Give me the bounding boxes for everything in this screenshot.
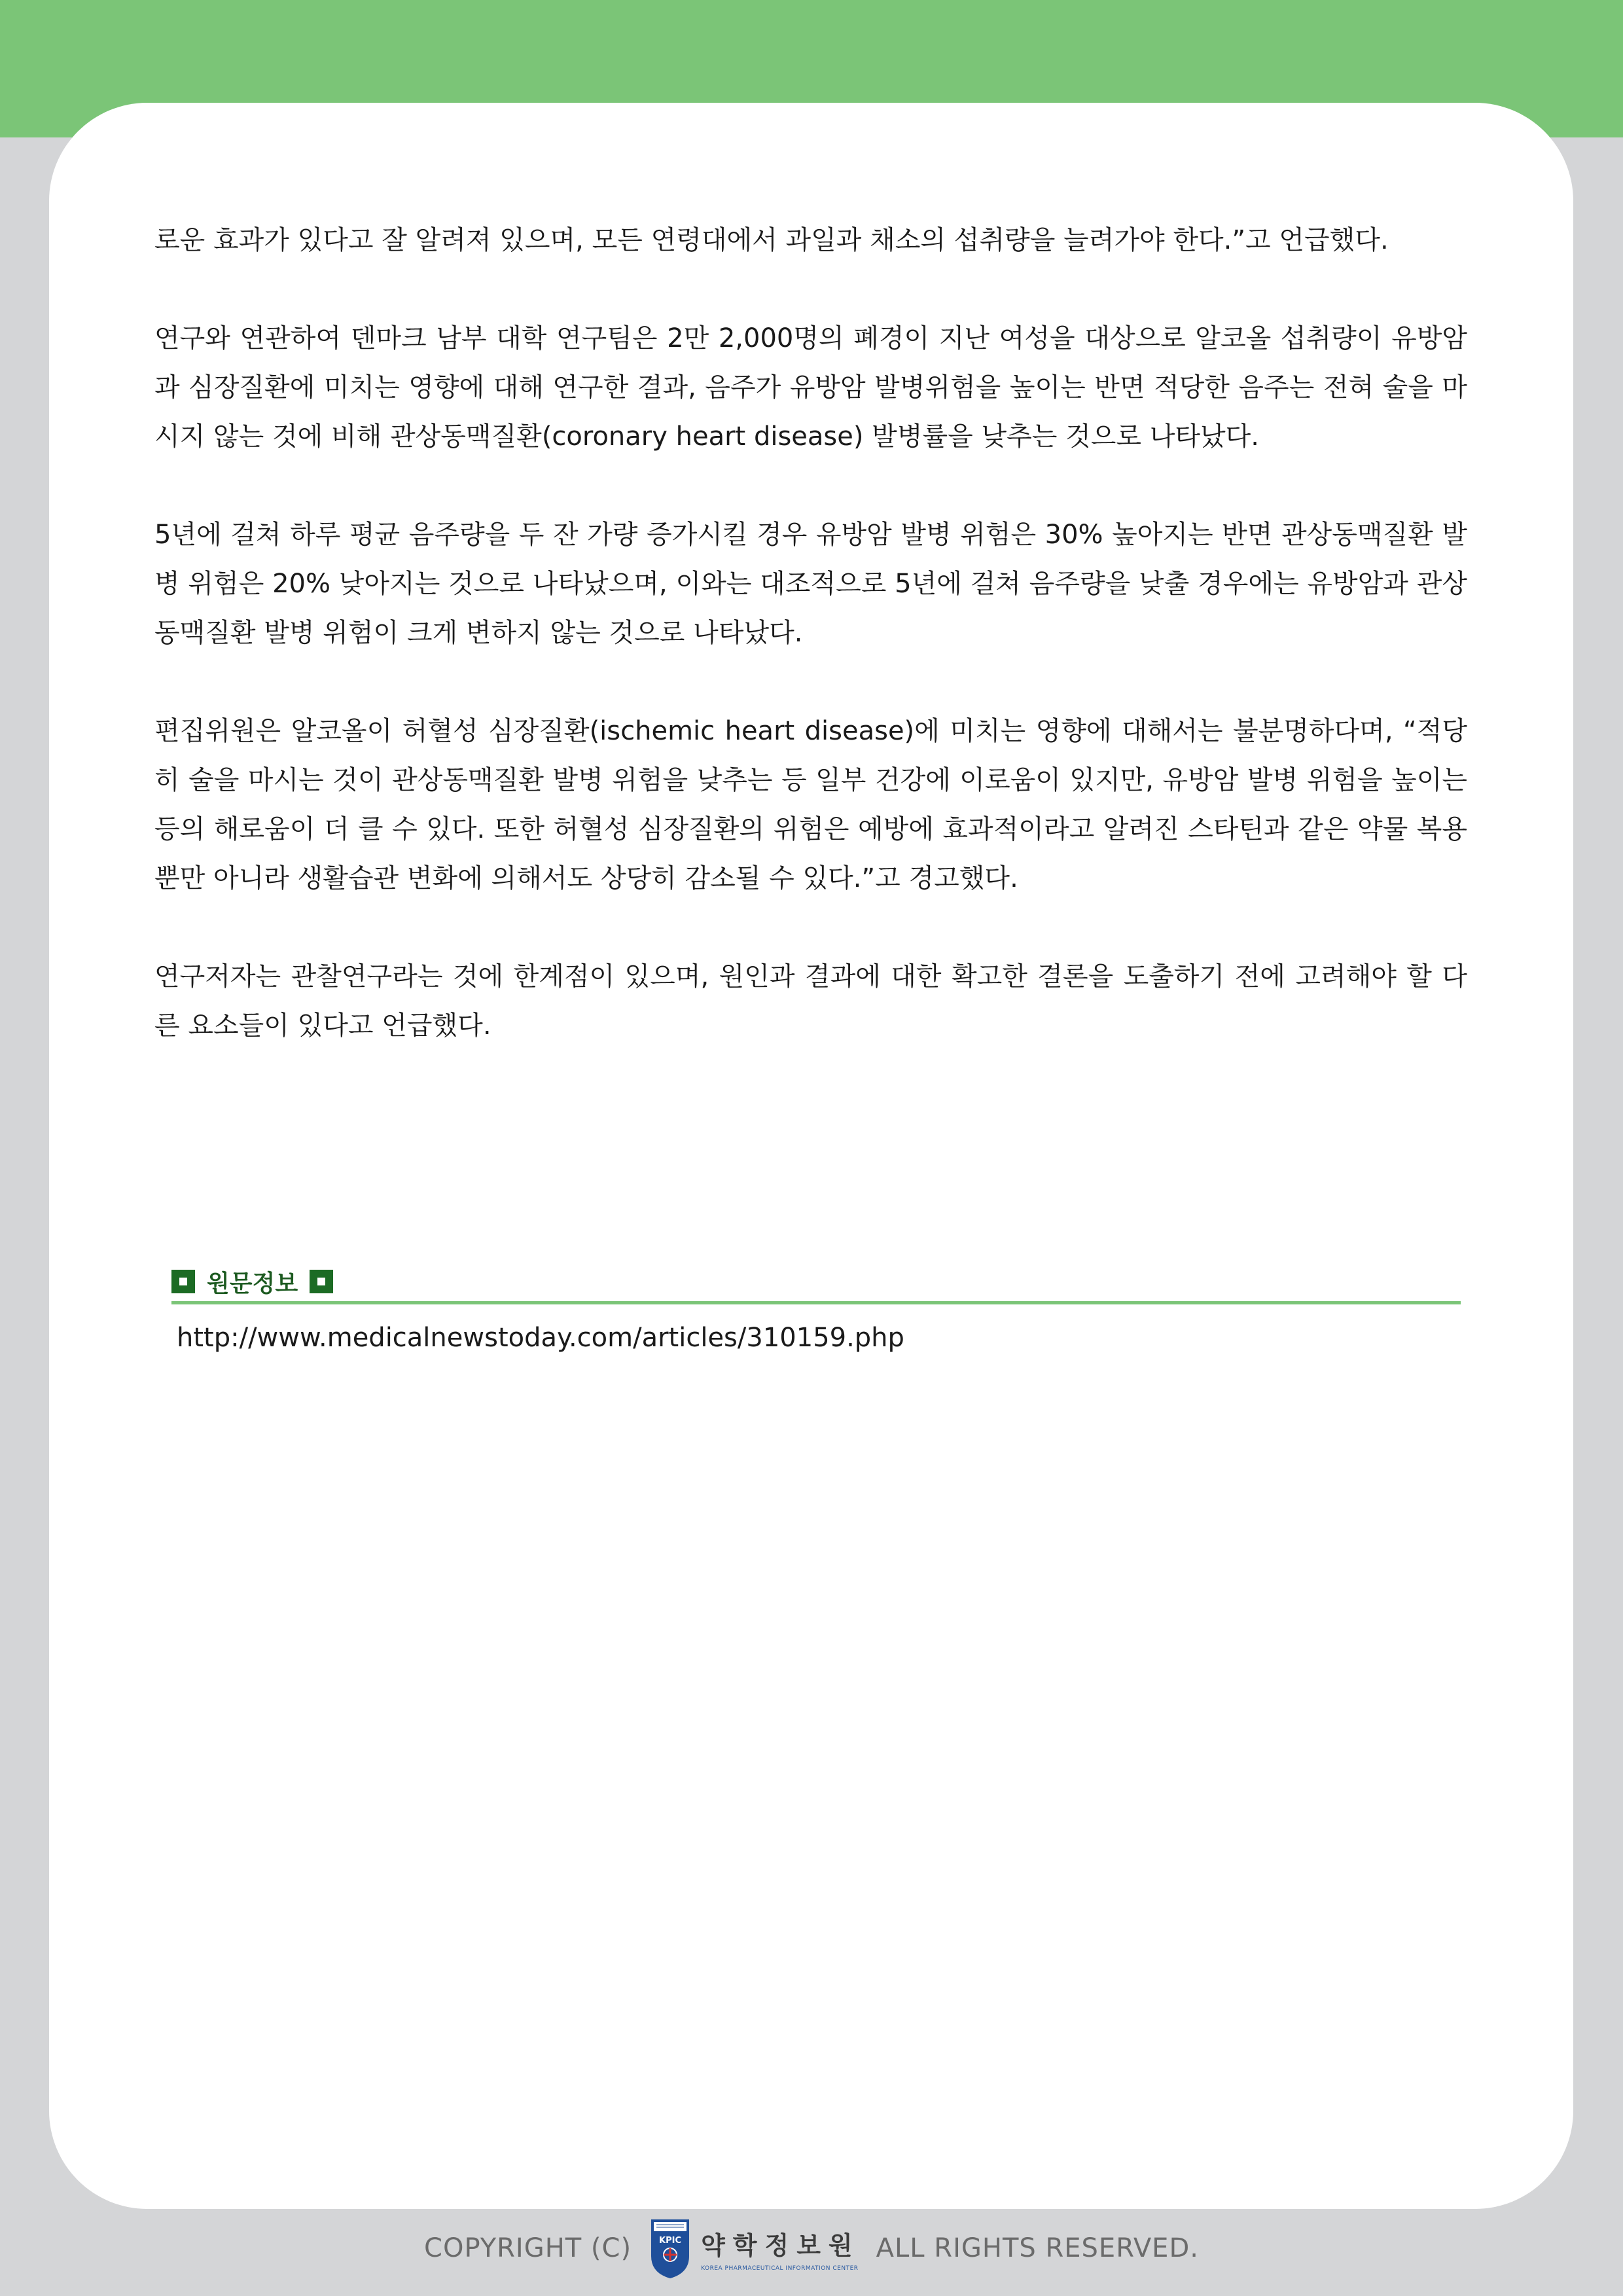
- square-bullet-icon: [171, 1270, 195, 1293]
- paragraph: 연구와 연관하여 덴마크 남부 대학 연구팀은 2만 2,000명의 폐경이 지난 여성을 대상으로 알코올 섭취량이 유방암과 심장질환에 미치는 영향에 대해 연구한 결과, 음주가 유방암 발병위험을 높이는 반면 적당한 음주는 전혀 술을 마시지 않는 것에 비해 관상동맥질환(coronary heart disease) 발병률을 낮추는 것으로 나타났다.: [154, 323, 1467, 452]
- kpic-logo: [647, 2215, 861, 2281]
- article-body: [154, 216, 1467, 1100]
- logo-badge-text: KPIC: [659, 2236, 682, 2246]
- org-name-english: KOREA PHARMACEUTICAL INFORMATION CENTER: [701, 2265, 859, 2272]
- footer: [0, 2215, 1623, 2281]
- source-info-section: [171, 1262, 1461, 1353]
- org-name-korean: 약학정보원: [701, 2231, 861, 2260]
- paragraph: 5년에 걸쳐 하루 평균 음주량을 두 잔 가량 증가시킬 경우 유방암 발병 위험은 30% 높아지는 반면 관상동맥질환 발병 위험은 20% 낮아지는 것으로 나타났으며, 이와는 대조적으로 5년에 걸쳐 음주량을 낮출 경우에는 유방암과 관상동맥질환 발병 위험이 크게 변하지 않는 것으로 나타났다.: [154, 520, 1467, 648]
- paragraph: 편집위원은 알코올이 허혈성 심장질환(ischemic heart disease)에 미치는 영향에 대해서는 불분명하다며, “적당히 술을 마시는 것이 관상동맥질환 발병 위험을 낮추는 등 일부 건강에 이로움이 있지만, 유방암 발병 위험을 높이는 등의 해로움이 더 클 수 있다. 또한 허혈성 심장질환의 위험은 예방에 효과적이라고 알려진 스타틴과 같은 약물 복용뿐만 아니라 생활습관 변화에 의해서도 상당히 감소될 수 있다.”고 경고했다.: [154, 716, 1467, 893]
- kpic-logo-icon: [647, 2215, 693, 2281]
- copyright-text: COPYRIGHT (C): [424, 2233, 632, 2263]
- paragraph: 연구저자는 관찰연구라는 것에 한계점이 있으며, 원인과 결과에 대한 확고한 결론을 도출하기 전에 고려해야 할 다른 요소들이 있다고 언급했다.: [154, 961, 1467, 1041]
- paragraph: 로운 효과가 있다고 잘 알려져 있으며, 모든 연령대에서 과일과 채소의 섭취량을 늘려가야 한다.”고 언급했다.: [154, 225, 1389, 255]
- rights-text: ALL RIGHTS RESERVED.: [876, 2233, 1199, 2263]
- source-info-title: 원문정보: [207, 1270, 298, 1297]
- source-url-link[interactable]: http://www.medicalnewstoday.com/articles/310159.php: [177, 1323, 904, 1353]
- square-bullet-icon: [310, 1270, 333, 1293]
- source-info-header: [171, 1262, 1461, 1304]
- logo-wordmark: [701, 2225, 861, 2272]
